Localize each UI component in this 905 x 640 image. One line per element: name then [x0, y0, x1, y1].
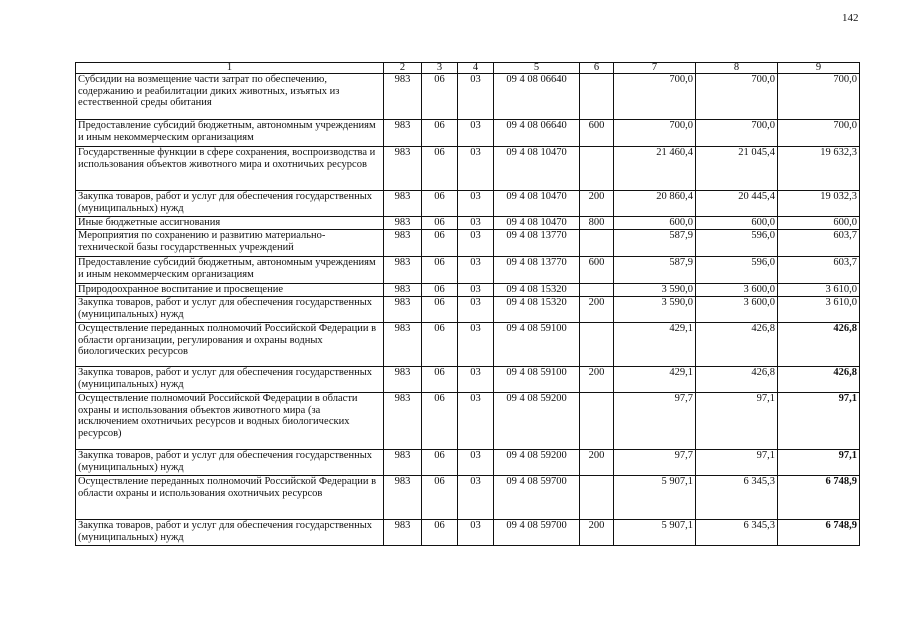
- row-expense-type: [580, 74, 614, 120]
- row-value-year3: 19 632,3: [778, 147, 860, 191]
- row-value-year1: 700,0: [614, 120, 696, 147]
- row-expense-type: [580, 323, 614, 367]
- row-value-year3: 603,7: [778, 257, 860, 284]
- row-admin-code: 983: [384, 74, 422, 120]
- row-admin-code: 983: [384, 217, 422, 230]
- row-value-year3: 6 748,9: [778, 520, 860, 546]
- row-subsection: 03: [458, 520, 494, 546]
- table-row: [76, 284, 860, 297]
- row-name: Осуществление переданных полномочий Российской Федерации в области организации, регулирования и охраны водных биологических ресурсов: [76, 323, 384, 367]
- row-section: 06: [422, 297, 458, 323]
- header-cell: 6: [580, 63, 614, 74]
- row-admin-code: 983: [384, 191, 422, 217]
- table-row: [76, 520, 860, 546]
- row-name: Мероприятия по сохранению и развитию материально-технической базы государственных учреждений: [76, 230, 384, 257]
- row-admin-code: 983: [384, 284, 422, 297]
- row-expense-type: 200: [580, 297, 614, 323]
- row-section: 06: [422, 393, 458, 450]
- row-name: Государственные функции в сфере сохранения, воспроизводства и использования объектов животного мира и охотничьих ресурсов: [76, 147, 384, 191]
- row-admin-code: 983: [384, 393, 422, 450]
- table-row: [76, 367, 860, 393]
- row-value-year1: 97,7: [614, 393, 696, 450]
- row-subsection: 03: [458, 297, 494, 323]
- row-value-year2: 700,0: [696, 120, 778, 147]
- row-subsection: 03: [458, 74, 494, 120]
- row-value-year1: 5 907,1: [614, 476, 696, 520]
- row-subsection: 03: [458, 450, 494, 476]
- row-section: 06: [422, 520, 458, 546]
- row-name: Осуществление полномочий Российской Федерации в области охраны и использования объектов животного мира (за исключением охотничьих ресурсов и водных биологических ресурсов): [76, 393, 384, 450]
- header-cell: 3: [422, 63, 458, 74]
- row-subsection: 03: [458, 257, 494, 284]
- row-name: Закупка товаров, работ и услуг для обеспечения государственных (муниципальных) нужд: [76, 450, 384, 476]
- row-section: 06: [422, 323, 458, 367]
- row-value-year3: 97,1: [778, 450, 860, 476]
- table-header-row: [76, 63, 860, 74]
- row-name: Осуществление переданных полномочий Российской Федерации в области охраны и использования охотничьих ресурсов: [76, 476, 384, 520]
- row-target-article: 09 4 08 59100: [494, 367, 580, 393]
- row-value-year1: 21 460,4: [614, 147, 696, 191]
- row-expense-type: [580, 230, 614, 257]
- row-subsection: 03: [458, 147, 494, 191]
- row-value-year3: 600,0: [778, 217, 860, 230]
- header-cell: 7: [614, 63, 696, 74]
- row-target-article: 09 4 08 59700: [494, 476, 580, 520]
- row-value-year3: 6 748,9: [778, 476, 860, 520]
- row-admin-code: 983: [384, 257, 422, 284]
- row-value-year3: 426,8: [778, 367, 860, 393]
- row-value-year2: 6 345,3: [696, 476, 778, 520]
- row-subsection: 03: [458, 230, 494, 257]
- row-value-year2: 97,1: [696, 450, 778, 476]
- row-name: Предоставление субсидий бюджетным, автономным учреждениям и иным некоммерческим организациям: [76, 257, 384, 284]
- row-admin-code: 983: [384, 367, 422, 393]
- row-value-year3: 19 032,3: [778, 191, 860, 217]
- row-section: 06: [422, 74, 458, 120]
- row-target-article: 09 4 08 59200: [494, 393, 580, 450]
- table-row: [76, 74, 860, 120]
- row-admin-code: 983: [384, 230, 422, 257]
- row-value-year1: 429,1: [614, 323, 696, 367]
- row-section: 06: [422, 476, 458, 520]
- row-expense-type: 200: [580, 191, 614, 217]
- row-admin-code: 983: [384, 450, 422, 476]
- row-name: Закупка товаров, работ и услуг для обеспечения государственных (муниципальных) нужд: [76, 191, 384, 217]
- row-target-article: 09 4 08 59700: [494, 520, 580, 546]
- row-admin-code: 983: [384, 476, 422, 520]
- table-row: [76, 257, 860, 284]
- row-value-year2: 3 600,0: [696, 297, 778, 323]
- table-row: [76, 476, 860, 520]
- row-value-year2: 97,1: [696, 393, 778, 450]
- row-admin-code: 983: [384, 520, 422, 546]
- row-value-year2: 596,0: [696, 230, 778, 257]
- row-target-article: 09 4 08 10470: [494, 147, 580, 191]
- row-value-year2: 600,0: [696, 217, 778, 230]
- row-section: 06: [422, 450, 458, 476]
- row-section: 06: [422, 284, 458, 297]
- row-expense-type: [580, 393, 614, 450]
- table-row: [76, 323, 860, 367]
- header-cell: 9: [778, 63, 860, 74]
- row-value-year1: 429,1: [614, 367, 696, 393]
- row-expense-type: 600: [580, 120, 614, 147]
- row-value-year3: 700,0: [778, 120, 860, 147]
- row-section: 06: [422, 230, 458, 257]
- table-row: [76, 393, 860, 450]
- row-target-article: 09 4 08 15320: [494, 297, 580, 323]
- row-subsection: 03: [458, 393, 494, 450]
- row-expense-type: 200: [580, 520, 614, 546]
- row-subsection: 03: [458, 191, 494, 217]
- header-cell: 2: [384, 63, 422, 74]
- row-value-year2: 21 045,4: [696, 147, 778, 191]
- row-expense-type: 200: [580, 450, 614, 476]
- row-admin-code: 983: [384, 323, 422, 367]
- row-value-year3: 97,1: [778, 393, 860, 450]
- row-target-article: 09 4 08 06640: [494, 120, 580, 147]
- row-subsection: 03: [458, 476, 494, 520]
- row-target-article: 09 4 08 59100: [494, 323, 580, 367]
- row-value-year3: 3 610,0: [778, 284, 860, 297]
- row-target-article: 09 4 08 06640: [494, 74, 580, 120]
- row-value-year1: 3 590,0: [614, 297, 696, 323]
- header-cell: 1: [76, 63, 384, 74]
- row-section: 06: [422, 120, 458, 147]
- row-name: Закупка товаров, работ и услуг для обеспечения государственных (муниципальных) нужд: [76, 520, 384, 546]
- row-value-year2: 3 600,0: [696, 284, 778, 297]
- row-section: 06: [422, 257, 458, 284]
- row-value-year3: 426,8: [778, 323, 860, 367]
- table-row: [76, 450, 860, 476]
- header-cell: 8: [696, 63, 778, 74]
- row-value-year3: 603,7: [778, 230, 860, 257]
- row-target-article: 09 4 08 10470: [494, 217, 580, 230]
- table-row: [76, 230, 860, 257]
- row-expense-type: [580, 147, 614, 191]
- row-value-year2: 596,0: [696, 257, 778, 284]
- row-value-year2: 426,8: [696, 323, 778, 367]
- row-admin-code: 983: [384, 120, 422, 147]
- row-value-year1: 700,0: [614, 74, 696, 120]
- row-section: 06: [422, 367, 458, 393]
- row-name: Предоставление субсидий бюджетным, автономным учреждениям и иным некоммерческим организациям: [76, 120, 384, 147]
- row-value-year2: 6 345,3: [696, 520, 778, 546]
- row-value-year1: 97,7: [614, 450, 696, 476]
- row-expense-type: 800: [580, 217, 614, 230]
- row-section: 06: [422, 217, 458, 230]
- row-value-year3: 700,0: [778, 74, 860, 120]
- row-value-year1: 587,9: [614, 257, 696, 284]
- header-cell: 4: [458, 63, 494, 74]
- row-value-year1: 3 590,0: [614, 284, 696, 297]
- row-expense-type: 200: [580, 367, 614, 393]
- row-section: 06: [422, 147, 458, 191]
- row-name: Закупка товаров, работ и услуг для обеспечения государственных (муниципальных) нужд: [76, 297, 384, 323]
- row-target-article: 09 4 08 10470: [494, 191, 580, 217]
- row-target-article: 09 4 08 59200: [494, 450, 580, 476]
- table-row: [76, 297, 860, 323]
- row-value-year2: 20 445,4: [696, 191, 778, 217]
- row-subsection: 03: [458, 120, 494, 147]
- row-value-year1: 20 860,4: [614, 191, 696, 217]
- table-row: [76, 120, 860, 147]
- table-row: [76, 217, 860, 230]
- row-name: Субсидии на возмещение части затрат по обеспечению, содержанию и реабилитации диких животных, изъятых из естественной среды обитания: [76, 74, 384, 120]
- row-value-year1: 587,9: [614, 230, 696, 257]
- row-value-year1: 600,0: [614, 217, 696, 230]
- row-name: Иные бюджетные ассигнования: [76, 217, 384, 230]
- row-target-article: 09 4 08 13770: [494, 257, 580, 284]
- row-subsection: 03: [458, 217, 494, 230]
- row-subsection: 03: [458, 284, 494, 297]
- row-name: Закупка товаров, работ и услуг для обеспечения государственных (муниципальных) нужд: [76, 367, 384, 393]
- page-number: 142: [842, 12, 859, 24]
- header-cell: 5: [494, 63, 580, 74]
- row-admin-code: 983: [384, 297, 422, 323]
- row-expense-type: [580, 284, 614, 297]
- row-value-year2: 700,0: [696, 74, 778, 120]
- row-expense-type: [580, 476, 614, 520]
- budget-table: [75, 62, 860, 546]
- row-subsection: 03: [458, 323, 494, 367]
- row-subsection: 03: [458, 367, 494, 393]
- row-section: 06: [422, 191, 458, 217]
- row-value-year3: 3 610,0: [778, 297, 860, 323]
- row-target-article: 09 4 08 15320: [494, 284, 580, 297]
- row-expense-type: 600: [580, 257, 614, 284]
- row-value-year2: 426,8: [696, 367, 778, 393]
- table-row: [76, 147, 860, 191]
- row-value-year1: 5 907,1: [614, 520, 696, 546]
- row-name: Природоохранное воспитание и просвещение: [76, 284, 384, 297]
- table-row: [76, 191, 860, 217]
- row-target-article: 09 4 08 13770: [494, 230, 580, 257]
- row-admin-code: 983: [384, 147, 422, 191]
